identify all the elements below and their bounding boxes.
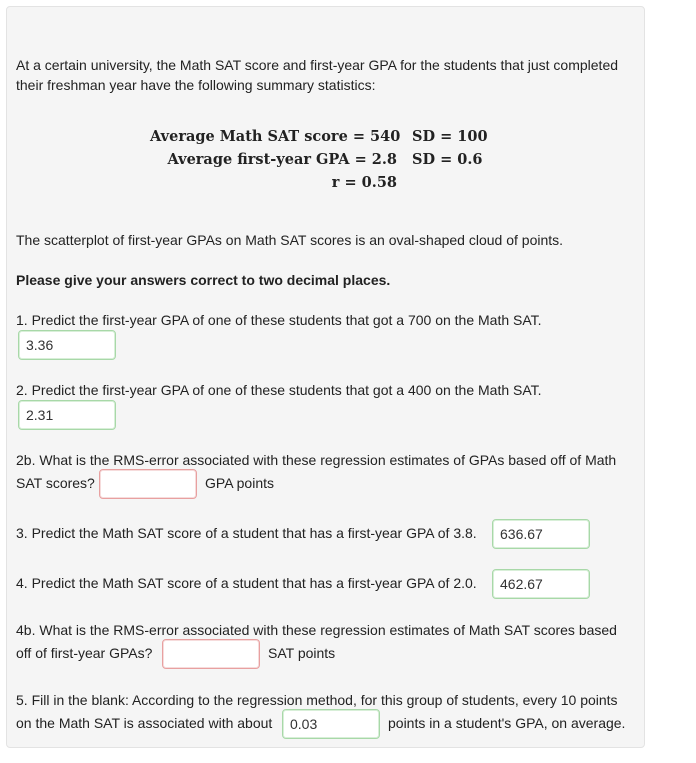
q1-answer-input[interactable] [18,330,116,360]
stat-correlation: r = 0.58 [331,174,397,191]
q2b-answer-input[interactable] [99,469,197,499]
q5-suffix-text: points in a student's GPA, on average. [388,715,626,731]
stat-avg-sat: Average Math SAT score = 540 [150,128,401,145]
q4b-text-line1: 4b. What is the RMS-error associated with these regression estimates of Math SAT scores based [16,622,617,638]
intro-text: At a certain university, the Math SAT score and first-year GPA for the students that just completed their freshman year have the following summary statistics: [16,57,619,93]
q2b-text-line2: SAT scores? [16,475,95,491]
scatter-description: The scatterplot of first-year GPAs on Math SAT scores is an oval-shaped cloud of points. [16,232,564,248]
q4-text: 4. Predict the Math SAT score of a student that has a first-year GPA of 2.0. [16,575,477,591]
q2-text: 2. Predict the first-year GPA of one of these students that got a 400 on the Math SAT. [16,382,542,398]
stat-sd-gpa: SD = 0.6 [412,151,483,168]
stat-sd-sat: SD = 100 [412,128,488,145]
q3-answer-input[interactable] [492,519,590,549]
stat-avg-gpa: Average first-year GPA = 2.8 [167,151,397,168]
q5-text-line1: 5. Fill in the blank: According to the regression method, for this group of students, every 10 points [16,692,618,708]
q5-answer-input[interactable] [282,709,380,739]
q2-answer-input[interactable] [18,400,116,430]
instruction-text: Please give your answers correct to two decimal places. [16,272,391,288]
q2b-unit-label: GPA points [205,475,275,491]
q2b-text-line1: 2b. What is the RMS-error associated with these regression estimates of GPAs based off of Math [16,452,617,468]
q5-text-line2: on the Math SAT is associated with about [16,715,273,731]
q3-text: 3. Predict the Math SAT score of a student that has a first-year GPA of 3.8. [16,525,477,541]
q4b-unit-label: SAT points [268,645,336,661]
q1-text: 1. Predict the first-year GPA of one of these students that got a 700 on the Math SAT. [16,312,542,328]
q4b-answer-input[interactable] [162,639,260,669]
q4-answer-input[interactable] [492,569,590,599]
q4b-text-line2: off of first-year GPAs? [16,645,153,661]
